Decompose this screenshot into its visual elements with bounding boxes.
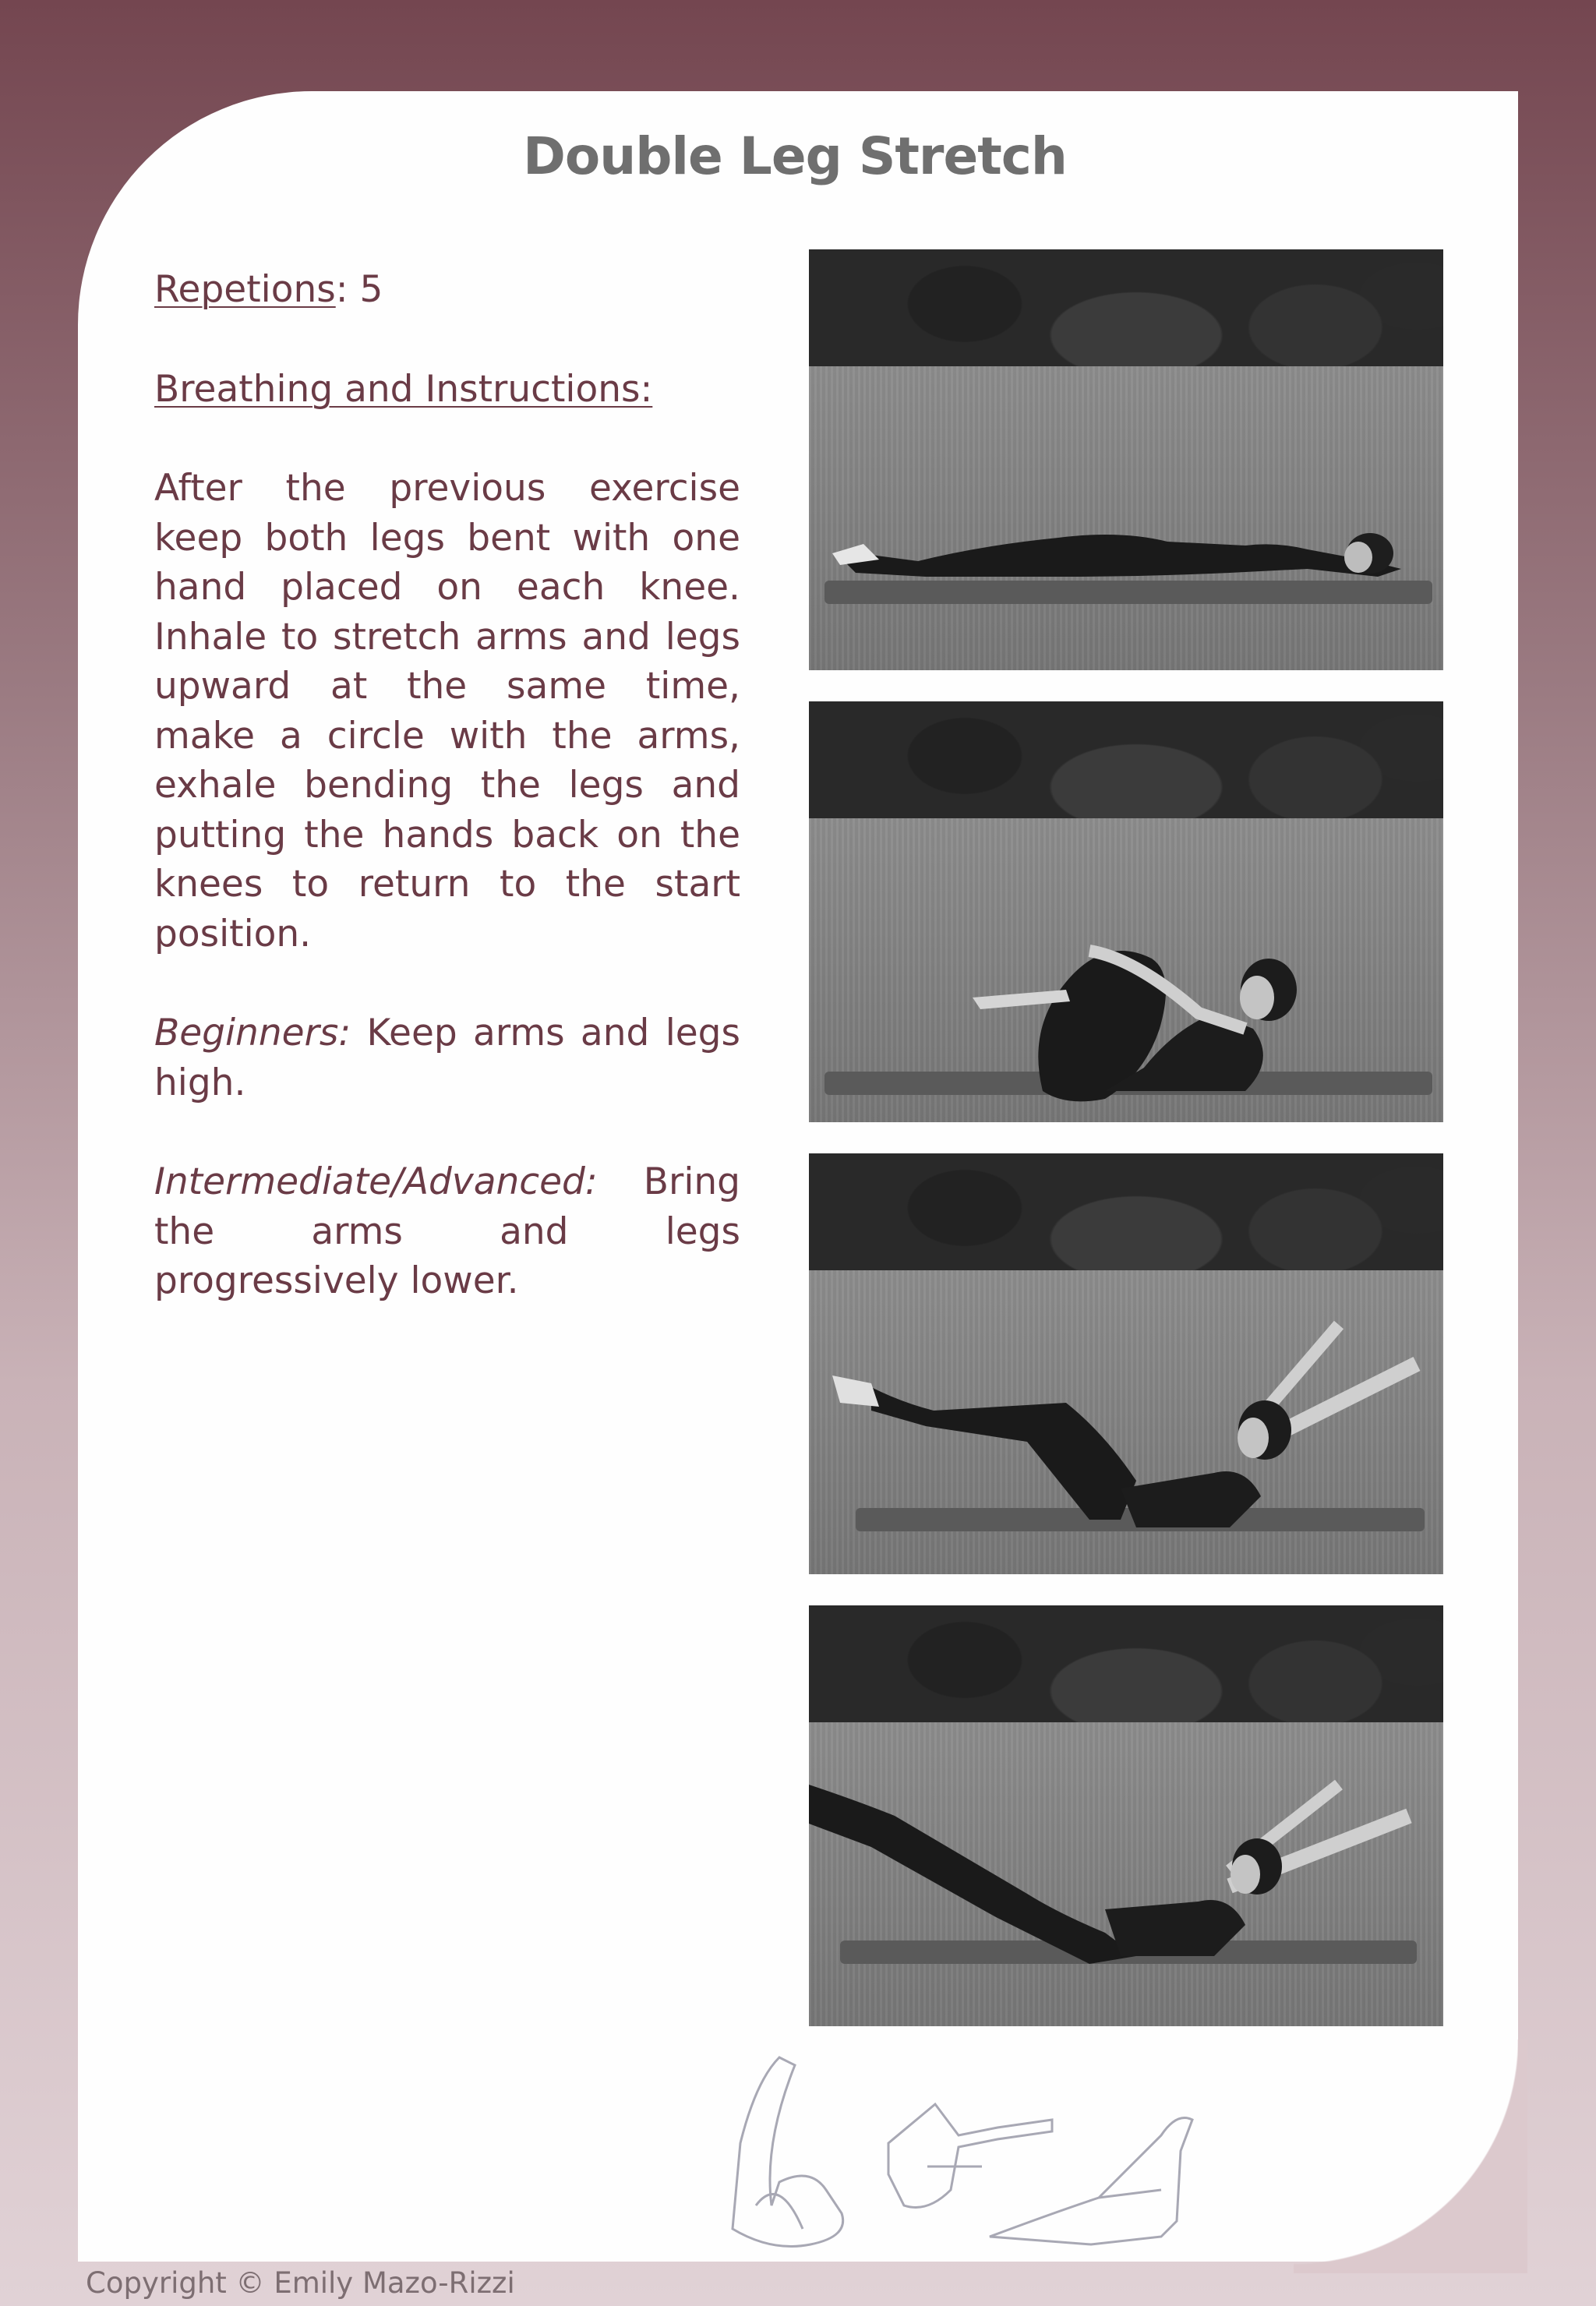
advanced-paragraph bbox=[154, 1157, 740, 1306]
repetitions-label: Repetions bbox=[154, 268, 336, 311]
advanced-text: Bring the arms and legs progressively lower. bbox=[154, 1160, 740, 1302]
beginners-label: Beginners: bbox=[154, 1012, 351, 1054]
exercise-photo-4 bbox=[809, 1605, 1443, 2026]
exercise-sketches-icon bbox=[725, 2050, 1348, 2260]
exercise-text bbox=[154, 265, 740, 1356]
arms-legs-low-figure-icon bbox=[809, 1605, 1443, 2026]
repetitions-line bbox=[154, 265, 740, 315]
lying-flat-figure-icon bbox=[809, 249, 1443, 670]
copyright-footer: Copyright © Emily Mazo-Rizzi bbox=[86, 2266, 515, 2300]
arms-legs-high-figure-icon bbox=[809, 1153, 1443, 1574]
breathing-heading: Breathing and Instructions: bbox=[154, 367, 653, 411]
instructions-paragraph: After the previous exercise keep both legs bent with one hand placed on each knee. Inhale to stretch arms and legs upward at the same time, make a circle with the arms, exhale bending the legs and putting the hands back on the knees to return to the start position. bbox=[154, 467, 740, 955]
repetitions-value: : 5 bbox=[335, 268, 383, 311]
beginners-text: Keep arms and legs high. bbox=[154, 1012, 740, 1104]
exercise-photo-2 bbox=[809, 701, 1443, 1122]
exercise-photo-3 bbox=[809, 1153, 1443, 1574]
beginners-paragraph bbox=[154, 1008, 740, 1107]
breathing-heading-line bbox=[154, 365, 740, 415]
advanced-label: Intermediate/Advanced: bbox=[154, 1160, 598, 1203]
knees-to-chest-figure-icon bbox=[809, 701, 1443, 1122]
exercise-photo-1 bbox=[809, 249, 1443, 670]
page-title: Double Leg Stretch bbox=[523, 126, 1067, 186]
